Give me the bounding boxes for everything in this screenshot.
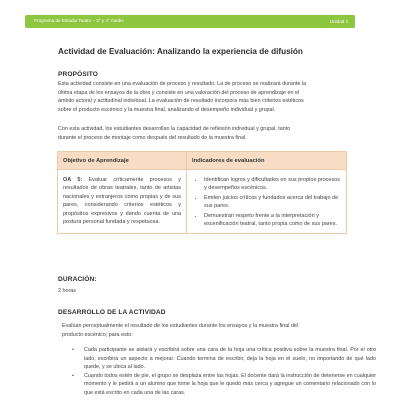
duration-value: 2 horas — [58, 288, 76, 294]
objective-column-header: Objetivo de Aprendizaje — [58, 152, 187, 170]
unit-badge: Unidad 1 — [323, 15, 355, 28]
indicator-item: • Demuestran respeto frente a la interpretación y escenificación teatral, tanto propia como de sus pares. — [204, 212, 341, 229]
development-intro — [62, 322, 350, 339]
indicator-item: • Identifican logros y dificultades en sus propios procesos y desempeños escénicos. — [204, 176, 341, 193]
document-title: Actividad de Evaluación: Analizando la experiencia de difusión — [58, 47, 303, 56]
text-line: durante el proceso de montaje como después del resultado de la muestra final. — [58, 134, 247, 141]
purpose-paragraph-1 — [58, 80, 350, 114]
text-line: Evalúan perceptualmente el resultado de los estudiantes durante los ensayos y la muestra final del — [62, 323, 299, 329]
learning-objective-cell — [58, 170, 187, 234]
indicator-item: • Emiten juicios críticos y fundados acerca del trabajo de sus pares. — [204, 194, 341, 211]
list-item — [72, 372, 376, 398]
text-line: sobre el producto escénico y la muestra final, analizando el desempeño individual y grupal. — [58, 106, 276, 113]
indicators-column-header: Indicadores de evaluación — [187, 152, 347, 170]
purpose-paragraph-2 — [58, 125, 350, 142]
objectives-table — [57, 151, 347, 234]
purpose-heading: PROPÓSITO — [58, 71, 98, 78]
table-row — [58, 170, 347, 234]
table-header-row — [58, 152, 347, 170]
page-header — [0, 0, 400, 38]
text-line: última etapa de los ensayos de la obra y consiste en una valoración del proceso de aprendizaje en el — [58, 89, 300, 96]
development-steps-list — [58, 346, 376, 398]
text-line: Esta actividad consiste en una evaluación de proceso y resultado. La de proceso se realizará durante la — [58, 81, 307, 87]
text-line: producto escénico; para esto: — [62, 331, 133, 338]
objective-text: Evaluar críticamente procesos y resultados de obras teatrales, tanto de artistas nacionales y extranjeros como propias y de sus pares, considerando criterios estéticos y propósitos expresivos y dando cuenta de una postura personal fundada y respetuosa. — [63, 177, 181, 226]
program-label: Programa de Estudio Teatro – 3° y 4° medio — [34, 18, 124, 23]
bullet-icon: • — [72, 372, 74, 379]
text-line: Con esta actividad, los estudiantes desarrollan la capacidad de reflexión individual y grupal, tanto — [58, 126, 291, 132]
step-text: Cuando todos estén de pie, el grupo se desplaza entre las hojas. El docente dará la instrucción de detenerse en cualquier momento y le pedirá a un alumno que tome la hoja que le quedó más cerca y agregue un comentario relacionado con lo que está escrito en cada una de las caras. — [84, 372, 376, 396]
list-item — [72, 346, 376, 372]
step-text: Cada participante se aislará y escribirá sobre una cara de la hoja una crítica positiva sobre la muestra final. Por el otro lado, escribirá un aspecto a mejorar. Cuando termina de escribir, deja la hoja en el suelo, no importando de qué lado quede, y se ubica al lado. — [84, 347, 376, 371]
text-line: ámbito actoral y actitudinal individual. La evaluación de resultado incorpora más bien criterios estéticos — [58, 98, 304, 105]
objective-code: OA 5: — [63, 177, 83, 183]
development-heading: DESARROLLO DE LA ACTIVIDAD — [58, 309, 166, 316]
indicator-list — [192, 176, 341, 228]
indicators-cell — [187, 170, 347, 234]
duration-heading: DURACIÓN: — [58, 276, 97, 283]
bullet-icon: • — [72, 347, 74, 353]
